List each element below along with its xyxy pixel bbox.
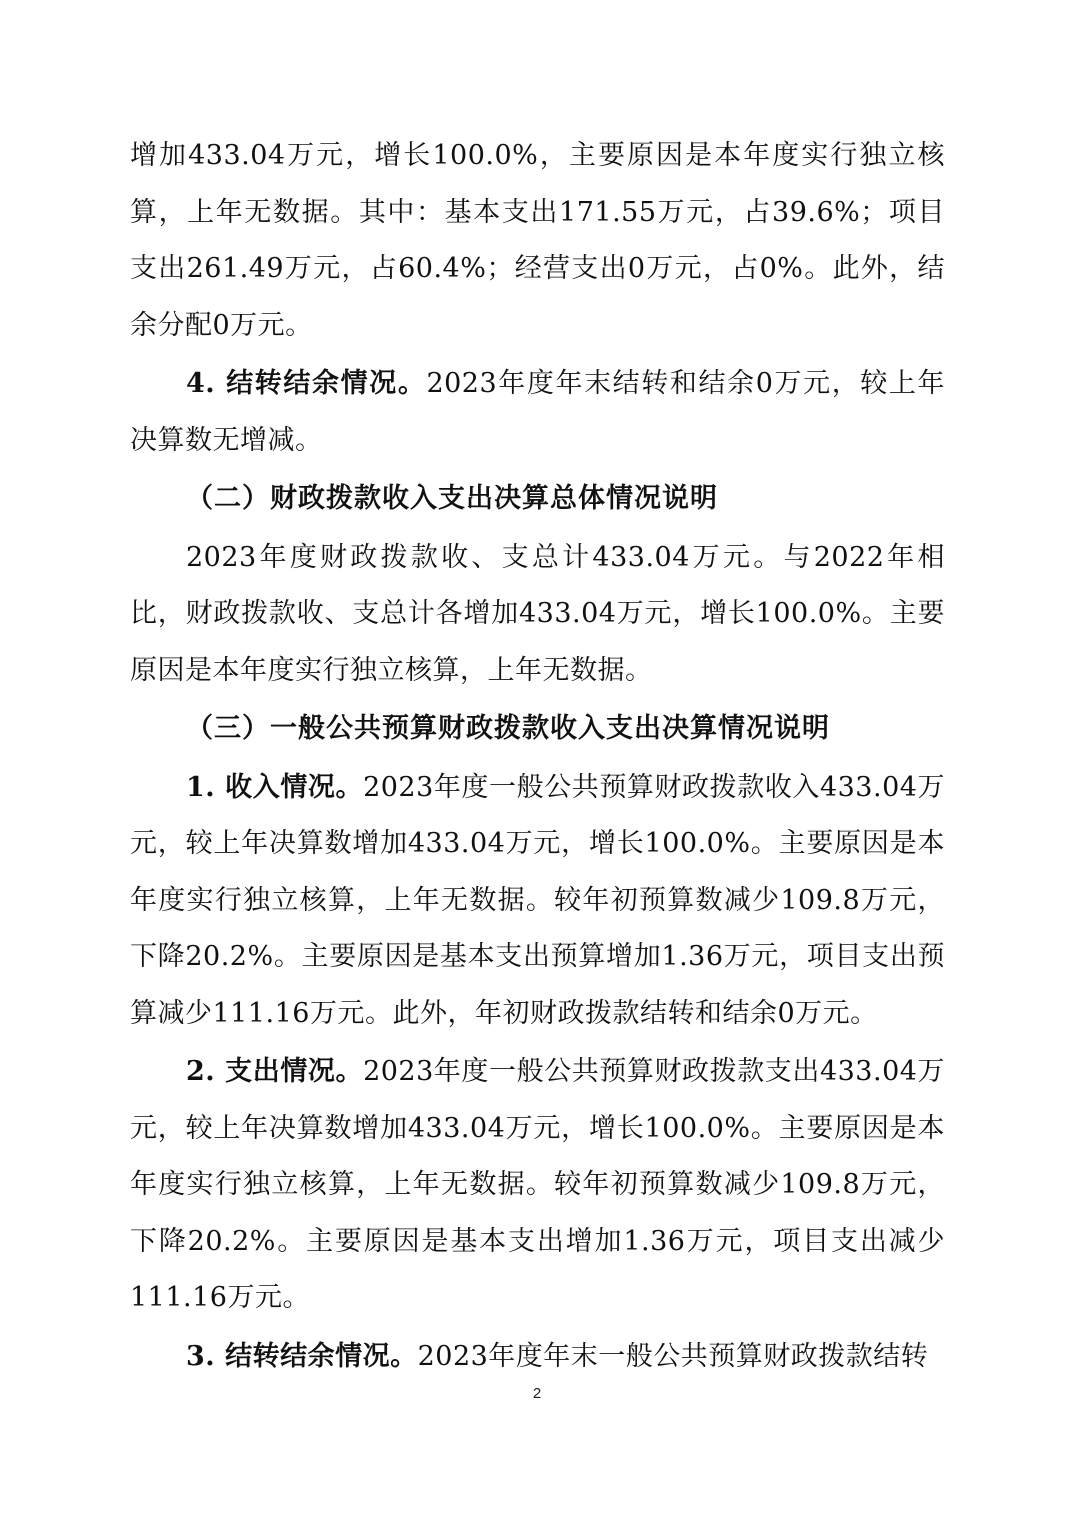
paragraph-expenditure <box>130 1044 945 1327</box>
section-heading-fiscal-overview: （二）财政拨款收入支出决算总体情况说明 <box>186 483 718 514</box>
paragraph-fiscal-overview: 2023年度财政拨款收、支总计433.04万元。与2022年相比，财政拨款收、支总计各增加433.04万元，增长100.0%。主要原因是本年度实行独立核算，上年无数据。 <box>130 541 945 686</box>
income-text: 2023年度一般公共预算财政拨款收入433.04万元，较上年决算数增加433.04万元，增长100.0%。主要原因是本年度实行独立核算，上年无数据。较年初预算数减少109.8万元，下降20.2%。主要原因是基本支出预算增加1.36万元，项目支出预算减少111.16万元。此外，年初财政拨款结转和结余0万元。 <box>130 771 945 1029</box>
section-heading-general-budget: （三）一般公共预算财政拨款收入支出决算情况说明 <box>186 713 830 744</box>
expenditure-text: 2023年度一般公共预算财政拨款支出433.04万元，较上年决算数增加433.04万元，增长100.0%。主要原因是本年度实行独立核算，上年无数据。较年初预算数减少109.8万元，下降20.2%。主要原因是基本支出增加1.36万元，项目支出减少111.16万元。 <box>130 1056 945 1313</box>
carryover-heading: 4. 结转结余情况。 <box>186 368 427 399</box>
income-heading: 1. 收入情况。 <box>186 771 364 803</box>
paragraph-general-carryover <box>130 1329 945 1386</box>
paragraph-carryover <box>130 356 945 469</box>
paragraph-expenditure-continued: 增加433.04万元，增长100.0%，主要原因是本年度实行独立核算，上年无数据。其中：基本支出171.55万元，占39.6%；项目支出261.49万元，占60.4%；经营支出0万元，占0%。此外，结余分配0万元。 <box>130 140 945 341</box>
paragraph-income <box>130 760 945 1043</box>
document-body <box>130 128 945 1385</box>
general-carryover-heading: 3. 结转结余情况。 <box>186 1340 418 1372</box>
general-carryover-text: 2023年度年末一般公共预算财政拨款结转 <box>417 1340 929 1372</box>
carryover-text: 2023年度年末结转和结余0万元，较上年决算数无增减。 <box>130 368 946 456</box>
expenditure-heading: 2. 支出情况。 <box>186 1056 364 1087</box>
page-number: 2 <box>532 1385 542 1402</box>
